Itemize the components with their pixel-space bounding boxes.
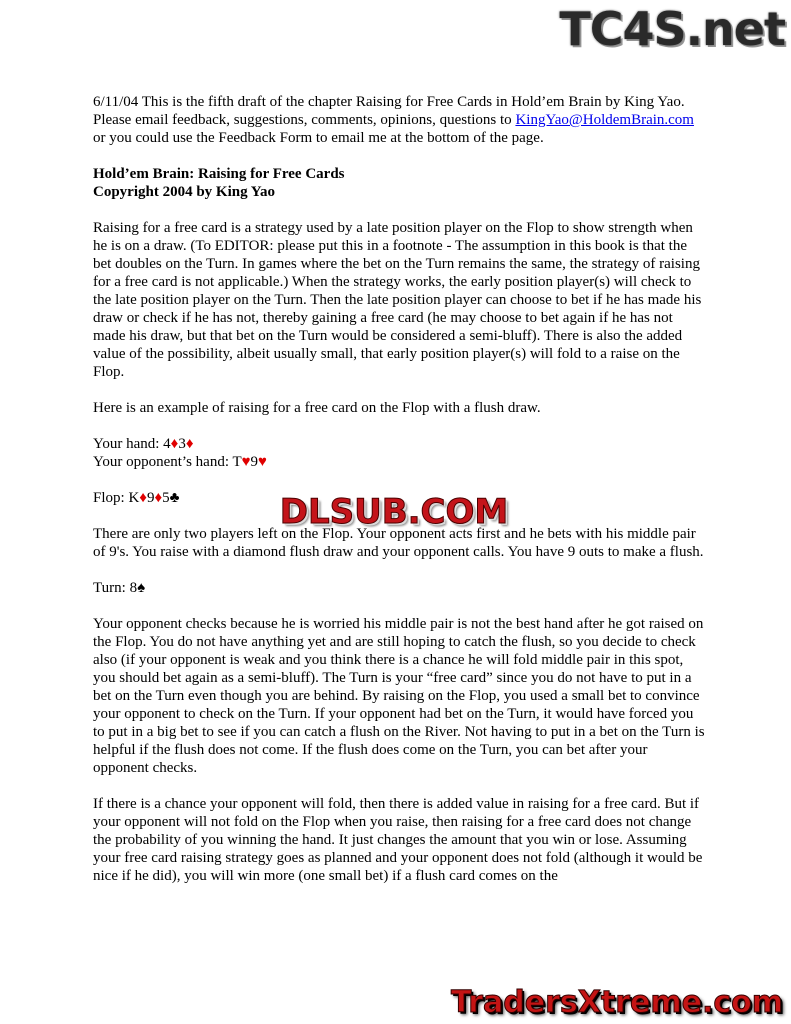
spade-suit-icon: ♠ [137,580,146,596]
card-rank: 8 [129,580,138,596]
diamond-suit-icon: ♦ [154,490,163,506]
paragraph-4: Your opponent checks because he is worried his middle pair is not the best hand after he got raised on the Flop. You do not have anything yet and are still hoping to catch the flush, so you decide to check also (if your opponent is weak and you think there is a chance he will fold middle pair in this spot, you should bet again as a semi-bluff). The Turn is your “free card” since you do not have to put in a bet on the Turn even though you are behind. By raising on the Flop, you used a small bet to convince your opponent to check on the Turn. If your opponent had bet on the Turn, it would have forced you to put in a big bet to see if you can catch a flush on the River. Not having to put in a bet on the Turn is helpful if the flush does not come. If the flush does come on the Turn, you can bet after your opponent checks. [93,616,705,776]
paragraph-3: There are only two players left on the Flop. Your opponent acts first and he bets with his middle pair of 9's. You raise with a diamond flush draw and your opponent calls. You have 9 outs to make a flush. [93,526,704,560]
watermark-top-logo: TC4S.net [559,2,785,56]
turn-label: Turn: [93,580,130,596]
card-rank: 3 [178,436,186,452]
turn-line [93,579,705,597]
flop-label: Flop: [93,490,129,506]
heart-suit-icon: ♥ [258,454,267,470]
paragraph-2: Here is an example of raising for a free card on the Flop with a flush draw. [93,400,541,416]
card-rank: 9 [250,454,259,470]
paragraph-5: If there is a chance your opponent will fold, then there is added value in raising for a free card. But if your opponent will not fold on the Flop when you raise, then raising for a free card does not change the probability of you winning the hand. It just changes the amount that you win or lose. Assuming your free card raising strategy goes as planned and your opponent does not fold (although it would be nice if he did), you will win more (one small bet) if a flush card comes on the [93,796,703,884]
club-suit-icon: ♣ [169,490,180,506]
flop-line [93,489,705,507]
card-rank: 5 [162,490,170,506]
diamond-suit-icon: ♦ [185,436,194,452]
diamond-suit-icon: ♦ [139,490,147,506]
intro-text-part1: 6/11/04 This is the fifth draft of the chapter Raising for Free Cards in Hold’em Brain by King Yao. Please email feedback, suggestions, comments, opinions, questions to [93,94,685,128]
your-hand-label: Your hand: [93,436,164,452]
opponent-hand-label: Your opponent’s hand: [93,454,233,470]
watermark-bottom-logo: TradersXtreme.com [451,985,783,1020]
chapter-title: Hold’em Brain: Raising for Free Cards [93,166,345,182]
opponent-hand-line [93,453,705,471]
document-body [93,93,705,903]
your-hand-line [93,435,705,453]
card-rank: 9 [146,490,155,506]
intro-paragraph [93,93,705,147]
intro-text-part2: or you could use the Feedback Form to email me at the bottom of the page. [93,130,544,146]
watermark-middle-logo: DLSUB.COM [279,492,509,532]
chapter-heading [93,165,705,201]
email-link[interactable]: KingYao@HoldemBrain.com [515,112,694,128]
card-rank: K [128,490,140,506]
card-rank: T [232,454,242,470]
hands-block [93,435,705,471]
diamond-suit-icon: ♦ [170,436,179,452]
copyright-line: Copyright 2004 by King Yao [93,184,275,200]
heart-suit-icon: ♥ [241,454,251,470]
card-rank: 4 [163,436,171,452]
paragraph-1: Raising for a free card is a strategy used by a late position player on the Flop to show strength when he is on a draw. (To EDITOR: please put this in a footnote - The assumption in this book is that the bet doubles on the Turn. In games where the bet on the Turn remains the same, the strategy of raising for a free card is not applicable.) When the strategy works, the early position player(s) will check to the late position player on the Turn. Then the late position player can choose to bet if he has made his draw or check if he has not, thereby gaining a free card (he may choose to bet again if he has not made his draw, but that bet on the Turn would be considered a semi-bluff). There is also the added value of the possibility, albeit usually small, that early position player(s) will fold to a raise on the Flop. [93,220,702,380]
